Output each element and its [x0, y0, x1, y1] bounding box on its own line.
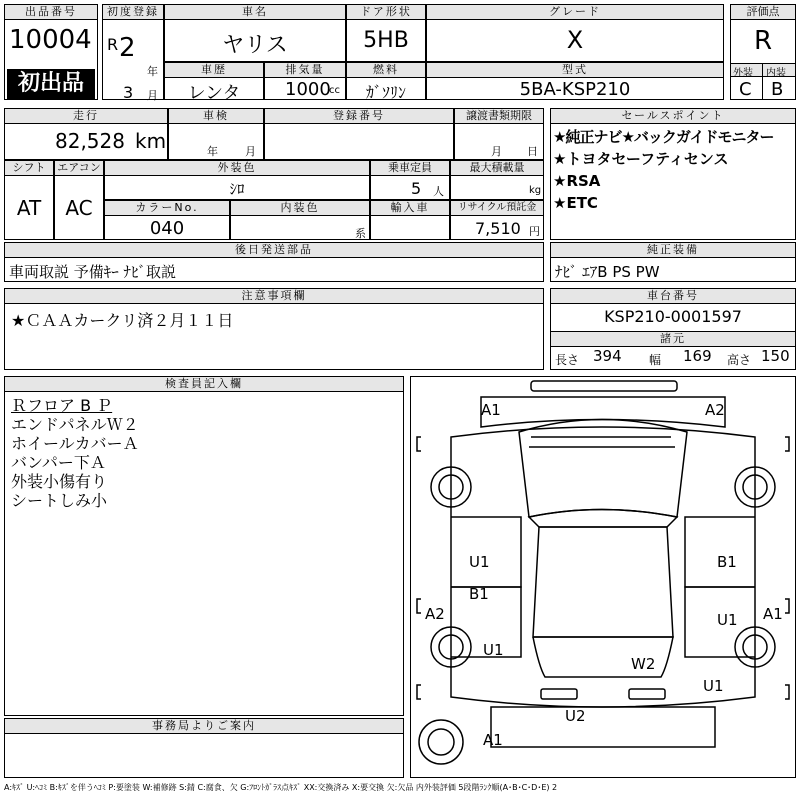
- door-box: [346, 4, 426, 62]
- inspector-item: Ｒフロア B Ｐ: [11, 396, 113, 415]
- office-label: 事務局よりご案内: [5, 719, 403, 734]
- damage-mark: U1: [717, 611, 738, 629]
- reg-month: 3: [123, 83, 134, 102]
- sales-point-item: ★ETC: [553, 194, 598, 212]
- recycle-value: 7,510: [475, 219, 521, 238]
- displacement-box: [264, 62, 346, 100]
- score-ext-value: C: [739, 79, 752, 100]
- shift-label: シフト: [5, 161, 53, 176]
- damage-mark: U1: [483, 641, 504, 659]
- color-no-value: 040: [149, 218, 185, 239]
- damage-mark: B1: [717, 553, 737, 571]
- mileage-label: 走行: [5, 109, 167, 124]
- damage-mark: A2: [705, 401, 725, 419]
- capacity-label: 乗車定員: [371, 161, 449, 176]
- sales-point-item: ★トヨタセーフティセンス: [553, 150, 729, 168]
- int-color-label: 内装色: [231, 201, 369, 216]
- score-ext-label: 外装: [733, 68, 753, 79]
- dims-width-value: 169: [683, 347, 712, 365]
- damage-mark: A1: [483, 731, 503, 749]
- history-label: 車歴: [165, 63, 263, 78]
- inspection-year-unit: 年: [207, 145, 218, 158]
- ac-label: エアコン: [55, 161, 103, 176]
- damage-mark: U1: [703, 677, 724, 695]
- transfer-box: [454, 108, 544, 160]
- history-value: レンタ: [187, 83, 241, 104]
- transfer-day-unit: 日: [527, 145, 538, 158]
- equipment-value: ﾅﾋﾞ ｴｱB PS PW: [555, 263, 660, 281]
- grade-label: グレード: [427, 5, 723, 20]
- recycle-label: リサイクル預託金: [451, 201, 543, 216]
- lot-label: 出品番号: [5, 5, 97, 20]
- color-no-box: [104, 200, 230, 240]
- office-box: [4, 718, 404, 778]
- equipment-label: 純正装備: [551, 243, 795, 258]
- chassis-number: KSP210-0001597: [604, 307, 742, 326]
- dims-height-label: 高さ: [727, 353, 752, 367]
- recycle-box: [450, 200, 544, 240]
- ac-box: [54, 160, 104, 240]
- reg-year-unit: 年: [147, 65, 158, 78]
- inspector-box: [4, 376, 404, 716]
- car-name-box: [164, 4, 346, 62]
- grade-value: X: [566, 26, 584, 54]
- inspector-item: エンドパネルＷ２: [11, 415, 139, 434]
- mileage-unit: km: [135, 129, 167, 153]
- int-color-unit: 系: [355, 227, 366, 240]
- reg-year-box: [102, 4, 164, 100]
- inspector-item: 外装小傷有り: [11, 472, 108, 491]
- score-label: 評価点: [731, 5, 795, 20]
- dims-width-label: 幅: [649, 353, 662, 367]
- notes-box: [4, 288, 544, 370]
- later-parts-value: 車両取説 予備ｷｰ ﾅﾋﾞ取説: [9, 263, 177, 281]
- damage-mark: B1: [469, 585, 489, 603]
- displacement-label: 排気量: [265, 63, 345, 78]
- notes-value: ★ＣＡＡカークリ済２月１１日: [11, 311, 234, 330]
- reg-year-label: 初度登録: [103, 5, 163, 20]
- dims-length-value: 394: [593, 347, 622, 365]
- reg-month-unit: 月: [147, 89, 158, 102]
- inspector-label: 検査員記入欄: [5, 377, 403, 392]
- inspection-box: [168, 108, 264, 160]
- displacement-value: 1000: [285, 79, 331, 100]
- import-label: 輸入車: [371, 201, 449, 216]
- capacity-box: [370, 160, 450, 200]
- dims-label: 諸元: [551, 331, 795, 347]
- color-no-label: カラーNo.: [105, 201, 229, 216]
- car-name-value: ヤリス: [222, 33, 288, 58]
- capacity-value: 5: [411, 179, 422, 198]
- fuel-label: 燃料: [347, 63, 425, 78]
- score-box: [730, 4, 796, 100]
- load-unit: kg: [529, 185, 542, 196]
- ext-color-box: [104, 160, 370, 200]
- inspector-list: [5, 392, 403, 514]
- fuel-box: [346, 62, 426, 100]
- inspector-item: バンパー下Ａ: [11, 453, 106, 472]
- transfer-month-unit: 月: [491, 145, 502, 158]
- damage-mark: A2: [425, 605, 445, 623]
- equipment-box: [550, 242, 796, 282]
- reg-number-box: [264, 108, 454, 160]
- ext-color-label: 外装色: [105, 161, 369, 176]
- model-label: 型式: [427, 63, 723, 78]
- dims-height-value: 150: [761, 347, 790, 365]
- int-color-box: [230, 200, 370, 240]
- score-int-label: 内装: [766, 68, 786, 79]
- ac-value: AC: [65, 196, 93, 220]
- inspector-item: シートしみ小: [11, 491, 108, 510]
- dims-length-label: 長さ: [555, 353, 580, 367]
- damage-legend: A:ｷｽﾞ U:ﾍｺﾐ B:ｷｽﾞを伴うﾍｺﾐ P:要塗装 W:補修跡 S:錆 C:腐食、欠 G:ﾌﾛﾝﾄｶﾞﾗｽ点ｷｽﾞ XX:交換済み X:要交換 欠:欠品 内外装評価 5段階ﾗﾝｸ順(A･B･C･D･E) 2: [4, 783, 558, 792]
- model-box: [426, 62, 724, 100]
- inspector-item: ホイールカバーＡ: [11, 434, 139, 453]
- score-value: R: [753, 26, 773, 56]
- sales-points-label: セールスポイント: [551, 109, 795, 124]
- recycle-unit: 円: [529, 225, 540, 238]
- car-outline-diagram: [411, 377, 795, 777]
- load-box: [450, 160, 544, 200]
- lot-box: [4, 4, 98, 100]
- shift-value: AT: [16, 196, 42, 220]
- load-label: 最大積載量: [451, 161, 543, 176]
- reg-number-label: 登録番号: [265, 109, 453, 124]
- grade-box: [426, 4, 724, 62]
- later-parts-label: 後日発送部品: [5, 243, 543, 258]
- model-value: 5BA-KSP210: [519, 79, 631, 100]
- notes-label: 注意事項欄: [5, 289, 543, 304]
- damage-mark: A1: [763, 605, 783, 623]
- reg-year: 2: [119, 33, 136, 63]
- ext-color-value: ｼﾛ: [229, 180, 245, 198]
- damage-diagram: [410, 376, 796, 778]
- chassis-box: [550, 288, 796, 370]
- damage-mark: W2: [631, 655, 656, 673]
- damage-mark: U2: [565, 707, 586, 725]
- damage-mark: U1: [469, 553, 490, 571]
- shift-box: [4, 160, 54, 240]
- later-parts-box: [4, 242, 544, 282]
- inspection-month-unit: 月: [245, 145, 256, 158]
- sales-point-item: ★純正ナビ★バックガイドモニター: [553, 128, 774, 146]
- sales-point-item: ★RSA: [553, 172, 601, 190]
- history-box: [164, 62, 264, 104]
- sales-points-list: [551, 124, 795, 216]
- car-name-label: 車名: [165, 5, 345, 20]
- door-label: ドア形状: [347, 5, 425, 20]
- damage-mark: A1: [481, 401, 501, 419]
- import-box: [370, 200, 450, 240]
- reg-era: R: [107, 35, 119, 54]
- first-listing-badge: 初出品: [7, 69, 95, 99]
- sales-points-box: [550, 108, 796, 240]
- score-int-value: B: [771, 79, 784, 100]
- transfer-label: 譲渡書類期限: [455, 109, 543, 124]
- inspection-label: 車検: [169, 109, 263, 124]
- fuel-value: ｶﾞｿﾘﾝ: [365, 83, 406, 102]
- chassis-label: 車台番号: [551, 289, 795, 304]
- mileage-box: [4, 108, 168, 160]
- mileage-value: 82,528: [55, 129, 125, 153]
- capacity-unit: 人: [433, 185, 444, 198]
- displacement-unit: cc: [329, 85, 340, 96]
- door-value: 5HB: [363, 28, 409, 53]
- lot-number: 10004: [9, 25, 92, 55]
